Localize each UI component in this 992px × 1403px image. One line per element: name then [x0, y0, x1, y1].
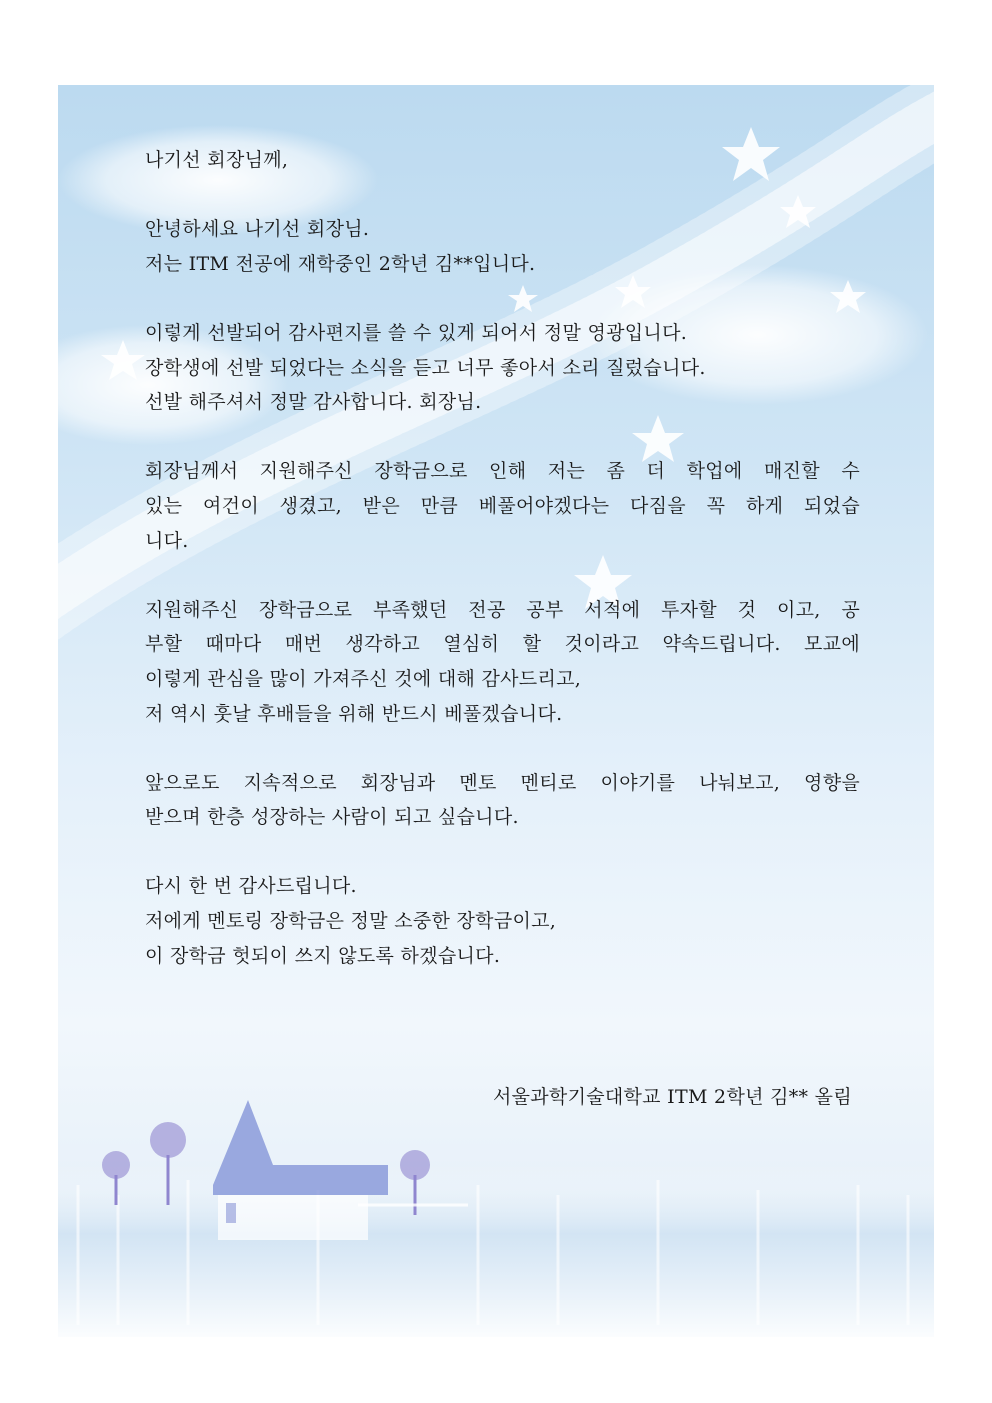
letter-line: 앞으로도 지속적으로 회장님과 멘토 멘티로 이야기를 나눠보고, 영향을 — [145, 771, 860, 794]
house-icon — [213, 1100, 388, 1240]
letter-line: 이 장학금 헛되이 쓰지 않도록 하겠습니다. — [145, 944, 501, 967]
salutation: 나기선 회장님께, — [145, 149, 289, 171]
letter-line: 장학생에 선발 되었다는 소식을 듣고 너무 좋아서 소리 질렀습니다. — [145, 356, 706, 379]
letter-line: 회장님께서 지원해주신 장학금으로 인해 저는 좀 더 학업에 매진할 수 — [145, 460, 860, 483]
letter-line: 부할 때마다 매번 생각하고 열심히 할 것이라고 약속드립니다. 모교에 — [145, 633, 860, 656]
letter-line: 받으며 한층 성장하는 사람이 되고 싶습니다. — [145, 806, 519, 829]
letter-line: 저는 ITM 전공에 재학중인 2학년 김**입니다. — [145, 252, 536, 275]
letter-body — [145, 143, 860, 973]
letter-line: 다시 한 번 감사드립니다. — [145, 875, 357, 898]
letter-line: 안녕하세요 나기선 회장님. — [145, 218, 370, 241]
letter-line: 저 역시 훗날 후배들을 위해 반드시 베풀겠습니다. — [145, 702, 563, 725]
letter-line: 이렇게 선발되어 감사편지를 쓸 수 있게 되어서 정말 영광입니다. — [145, 321, 688, 344]
signature: 서울과학기술대학교 ITM 2학년 김** 올림 — [492, 1086, 852, 1108]
letter-line: 지원해주신 장학금으로 부족했던 전공 공부 서적에 투자할 것 이고, 공 — [145, 598, 860, 621]
letter-line: 있는 여건이 생겼고, 받은 만큼 베풀어야겠다는 다짐을 꼭 하게 되었습 — [145, 494, 860, 517]
letter-line: 선발 해주셔서 정말 감사합니다. 회장님. — [145, 391, 482, 414]
letter-line: 니다. — [145, 529, 189, 552]
letter-line: 이렇게 관심을 많이 가져주신 것에 대해 감사드리고, — [145, 667, 582, 690]
letter-line: 저에게 멘토링 장학금은 정말 소중한 장학금이고, — [145, 910, 557, 933]
